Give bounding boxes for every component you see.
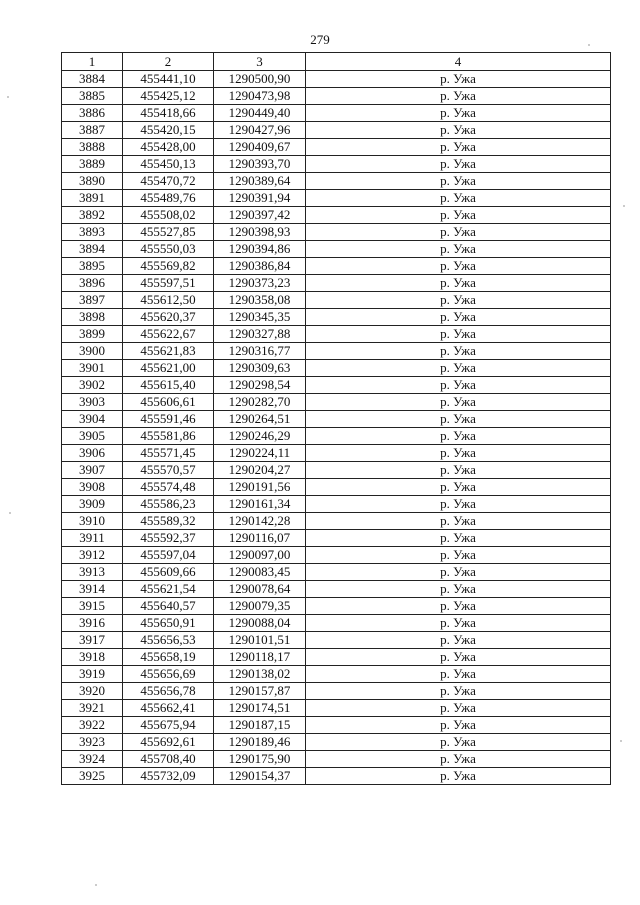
table-row: [62, 564, 611, 581]
cell-point-number: 3886: [62, 105, 123, 122]
cell-point-number: 3916: [62, 615, 123, 632]
cell-description: р. Ужа: [306, 309, 611, 326]
cell-y-coordinate: 1290204,27: [214, 462, 306, 479]
cell-x-coordinate: 455621,83: [123, 343, 214, 360]
cell-y-coordinate: 1290309,63: [214, 360, 306, 377]
cell-x-coordinate: 455581,86: [123, 428, 214, 445]
cell-x-coordinate: 455656,69: [123, 666, 214, 683]
cell-y-coordinate: 1290427,96: [214, 122, 306, 139]
cell-x-coordinate: 455574,48: [123, 479, 214, 496]
cell-x-coordinate: 455428,00: [123, 139, 214, 156]
table-row: [62, 394, 611, 411]
cell-x-coordinate: 455586,23: [123, 496, 214, 513]
cell-x-coordinate: 455609,66: [123, 564, 214, 581]
cell-description: р. Ужа: [306, 513, 611, 530]
cell-point-number: 3888: [62, 139, 123, 156]
cell-x-coordinate: 455732,09: [123, 768, 214, 785]
cell-x-coordinate: 455640,57: [123, 598, 214, 615]
cell-description: р. Ужа: [306, 139, 611, 156]
table-row: [62, 88, 611, 105]
cell-point-number: 3911: [62, 530, 123, 547]
cell-description: р. Ужа: [306, 190, 611, 207]
column-header-point-number: 1: [62, 53, 123, 71]
cell-description: р. Ужа: [306, 224, 611, 241]
cell-description: р. Ужа: [306, 615, 611, 632]
table-row: [62, 207, 611, 224]
cell-description: р. Ужа: [306, 173, 611, 190]
cell-point-number: 3914: [62, 581, 123, 598]
table-row: [62, 190, 611, 207]
table-row: [62, 122, 611, 139]
cell-y-coordinate: 1290154,37: [214, 768, 306, 785]
cell-point-number: 3894: [62, 241, 123, 258]
cell-point-number: 3884: [62, 71, 123, 88]
table-row: [62, 275, 611, 292]
cell-y-coordinate: 1290224,11: [214, 445, 306, 462]
table-row: [62, 428, 611, 445]
cell-y-coordinate: 1290079,35: [214, 598, 306, 615]
table-row: [62, 139, 611, 156]
cell-x-coordinate: 455656,53: [123, 632, 214, 649]
cell-point-number: 3885: [62, 88, 123, 105]
table-row: [62, 343, 611, 360]
cell-y-coordinate: 1290161,34: [214, 496, 306, 513]
table-row: [62, 649, 611, 666]
cell-x-coordinate: 455708,40: [123, 751, 214, 768]
table-row: [62, 683, 611, 700]
cell-y-coordinate: 1290393,70: [214, 156, 306, 173]
cell-y-coordinate: 1290373,23: [214, 275, 306, 292]
cell-description: р. Ужа: [306, 88, 611, 105]
cell-description: р. Ужа: [306, 445, 611, 462]
column-header-y-coordinate: 3: [214, 53, 306, 71]
scan-speck: [7, 96, 9, 98]
table-row: [62, 224, 611, 241]
cell-x-coordinate: 455418,66: [123, 105, 214, 122]
cell-x-coordinate: 455589,32: [123, 513, 214, 530]
cell-point-number: 3904: [62, 411, 123, 428]
cell-y-coordinate: 1290264,51: [214, 411, 306, 428]
cell-description: р. Ужа: [306, 768, 611, 785]
table-row: [62, 717, 611, 734]
cell-description: р. Ужа: [306, 598, 611, 615]
cell-y-coordinate: 1290157,87: [214, 683, 306, 700]
cell-description: р. Ужа: [306, 411, 611, 428]
cell-description: р. Ужа: [306, 207, 611, 224]
cell-description: р. Ужа: [306, 581, 611, 598]
cell-description: р. Ужа: [306, 717, 611, 734]
cell-point-number: 3912: [62, 547, 123, 564]
cell-point-number: 3901: [62, 360, 123, 377]
cell-x-coordinate: 455622,67: [123, 326, 214, 343]
cell-y-coordinate: 1290473,98: [214, 88, 306, 105]
cell-point-number: 3898: [62, 309, 123, 326]
table-row: [62, 479, 611, 496]
cell-y-coordinate: 1290345,35: [214, 309, 306, 326]
cell-y-coordinate: 1290389,64: [214, 173, 306, 190]
cell-x-coordinate: 455489,76: [123, 190, 214, 207]
cell-description: р. Ужа: [306, 241, 611, 258]
cell-x-coordinate: 455420,15: [123, 122, 214, 139]
cell-x-coordinate: 455425,12: [123, 88, 214, 105]
cell-x-coordinate: 455470,72: [123, 173, 214, 190]
cell-y-coordinate: 1290246,29: [214, 428, 306, 445]
cell-description: р. Ужа: [306, 377, 611, 394]
cell-x-coordinate: 455621,54: [123, 581, 214, 598]
cell-description: р. Ужа: [306, 751, 611, 768]
cell-y-coordinate: 1290397,42: [214, 207, 306, 224]
cell-y-coordinate: 1290386,84: [214, 258, 306, 275]
cell-y-coordinate: 1290358,08: [214, 292, 306, 309]
coordinates-table: [61, 52, 611, 785]
cell-point-number: 3910: [62, 513, 123, 530]
cell-y-coordinate: 1290138,02: [214, 666, 306, 683]
table-row: [62, 615, 611, 632]
cell-x-coordinate: 455620,37: [123, 309, 214, 326]
cell-point-number: 3905: [62, 428, 123, 445]
cell-description: р. Ужа: [306, 326, 611, 343]
cell-point-number: 3917: [62, 632, 123, 649]
cell-x-coordinate: 455615,40: [123, 377, 214, 394]
cell-description: р. Ужа: [306, 71, 611, 88]
table-row: [62, 751, 611, 768]
cell-x-coordinate: 455662,41: [123, 700, 214, 717]
cell-y-coordinate: 1290327,88: [214, 326, 306, 343]
cell-x-coordinate: 455527,85: [123, 224, 214, 241]
cell-point-number: 3889: [62, 156, 123, 173]
table-body: [62, 71, 611, 785]
cell-description: р. Ужа: [306, 105, 611, 122]
table-row: [62, 700, 611, 717]
cell-point-number: 3907: [62, 462, 123, 479]
cell-point-number: 3891: [62, 190, 123, 207]
cell-y-coordinate: 1290189,46: [214, 734, 306, 751]
table-row: [62, 71, 611, 88]
cell-description: р. Ужа: [306, 649, 611, 666]
table-row: [62, 445, 611, 462]
cell-x-coordinate: 455621,00: [123, 360, 214, 377]
cell-point-number: 3902: [62, 377, 123, 394]
cell-y-coordinate: 1290394,86: [214, 241, 306, 258]
cell-point-number: 3915: [62, 598, 123, 615]
table-row: [62, 105, 611, 122]
table-row: [62, 530, 611, 547]
cell-x-coordinate: 455658,19: [123, 649, 214, 666]
cell-y-coordinate: 1290078,64: [214, 581, 306, 598]
cell-y-coordinate: 1290191,56: [214, 479, 306, 496]
cell-x-coordinate: 455597,51: [123, 275, 214, 292]
cell-description: р. Ужа: [306, 122, 611, 139]
cell-y-coordinate: 1290500,90: [214, 71, 306, 88]
cell-x-coordinate: 455597,04: [123, 547, 214, 564]
table-row: [62, 666, 611, 683]
cell-point-number: 3919: [62, 666, 123, 683]
column-header-description: 4: [306, 53, 611, 71]
column-header-x-coordinate: 2: [123, 53, 214, 71]
cell-description: р. Ужа: [306, 428, 611, 445]
table-row: [62, 156, 611, 173]
cell-y-coordinate: 1290118,17: [214, 649, 306, 666]
cell-y-coordinate: 1290142,28: [214, 513, 306, 530]
table-row: [62, 360, 611, 377]
cell-description: р. Ужа: [306, 343, 611, 360]
cell-x-coordinate: 455550,03: [123, 241, 214, 258]
cell-y-coordinate: 1290101,51: [214, 632, 306, 649]
cell-point-number: 3887: [62, 122, 123, 139]
cell-description: р. Ужа: [306, 275, 611, 292]
cell-y-coordinate: 1290187,15: [214, 717, 306, 734]
page-number: 279: [310, 32, 330, 47]
table-row: [62, 326, 611, 343]
cell-description: р. Ужа: [306, 683, 611, 700]
cell-point-number: 3920: [62, 683, 123, 700]
cell-point-number: 3913: [62, 564, 123, 581]
table-row: [62, 513, 611, 530]
cell-x-coordinate: 455592,37: [123, 530, 214, 547]
table-row: [62, 241, 611, 258]
table-row: [62, 292, 611, 309]
cell-point-number: 3906: [62, 445, 123, 462]
cell-x-coordinate: 455441,10: [123, 71, 214, 88]
cell-y-coordinate: 1290298,54: [214, 377, 306, 394]
cell-y-coordinate: 1290316,77: [214, 343, 306, 360]
cell-x-coordinate: 455656,78: [123, 683, 214, 700]
cell-description: р. Ужа: [306, 700, 611, 717]
table-row: [62, 462, 611, 479]
table-row: [62, 547, 611, 564]
table-row: [62, 632, 611, 649]
cell-point-number: 3899: [62, 326, 123, 343]
cell-x-coordinate: 455571,45: [123, 445, 214, 462]
scan-speck: [588, 44, 590, 46]
cell-description: р. Ужа: [306, 360, 611, 377]
cell-x-coordinate: 455569,82: [123, 258, 214, 275]
cell-x-coordinate: 455606,61: [123, 394, 214, 411]
cell-point-number: 3924: [62, 751, 123, 768]
cell-y-coordinate: 1290449,40: [214, 105, 306, 122]
table-row: [62, 598, 611, 615]
cell-x-coordinate: 455570,57: [123, 462, 214, 479]
cell-point-number: 3897: [62, 292, 123, 309]
table-row: [62, 258, 611, 275]
cell-description: р. Ужа: [306, 292, 611, 309]
cell-point-number: 3896: [62, 275, 123, 292]
cell-x-coordinate: 455650,91: [123, 615, 214, 632]
table-row: [62, 411, 611, 428]
table-row: [62, 496, 611, 513]
table-row: [62, 173, 611, 190]
cell-x-coordinate: 455508,02: [123, 207, 214, 224]
cell-y-coordinate: 1290282,70: [214, 394, 306, 411]
cell-point-number: 3895: [62, 258, 123, 275]
cell-description: р. Ужа: [306, 530, 611, 547]
cell-point-number: 3918: [62, 649, 123, 666]
cell-point-number: 3908: [62, 479, 123, 496]
cell-y-coordinate: 1290391,94: [214, 190, 306, 207]
cell-y-coordinate: 1290116,07: [214, 530, 306, 547]
cell-y-coordinate: 1290083,45: [214, 564, 306, 581]
cell-y-coordinate: 1290088,04: [214, 615, 306, 632]
scan-speck: [623, 205, 625, 207]
cell-point-number: 3921: [62, 700, 123, 717]
cell-x-coordinate: 455692,61: [123, 734, 214, 751]
cell-point-number: 3893: [62, 224, 123, 241]
table-row: [62, 377, 611, 394]
cell-description: р. Ужа: [306, 156, 611, 173]
cell-point-number: 3890: [62, 173, 123, 190]
table-header-row: [62, 53, 611, 71]
table-row: [62, 581, 611, 598]
scan-speck: [620, 740, 622, 742]
cell-point-number: 3922: [62, 717, 123, 734]
cell-description: р. Ужа: [306, 258, 611, 275]
cell-y-coordinate: 1290409,67: [214, 139, 306, 156]
cell-x-coordinate: 455591,46: [123, 411, 214, 428]
scan-speck: [95, 884, 97, 886]
cell-description: р. Ужа: [306, 479, 611, 496]
cell-description: р. Ужа: [306, 632, 611, 649]
table-row: [62, 734, 611, 751]
cell-y-coordinate: 1290097,00: [214, 547, 306, 564]
cell-description: р. Ужа: [306, 734, 611, 751]
cell-point-number: 3923: [62, 734, 123, 751]
cell-description: р. Ужа: [306, 547, 611, 564]
cell-y-coordinate: 1290174,51: [214, 700, 306, 717]
cell-description: р. Ужа: [306, 394, 611, 411]
cell-description: р. Ужа: [306, 564, 611, 581]
cell-x-coordinate: 455450,13: [123, 156, 214, 173]
cell-description: р. Ужа: [306, 462, 611, 479]
cell-description: р. Ужа: [306, 496, 611, 513]
cell-x-coordinate: 455612,50: [123, 292, 214, 309]
cell-point-number: 3909: [62, 496, 123, 513]
table-row: [62, 309, 611, 326]
cell-x-coordinate: 455675,94: [123, 717, 214, 734]
cell-y-coordinate: 1290398,93: [214, 224, 306, 241]
cell-point-number: 3900: [62, 343, 123, 360]
cell-point-number: 3925: [62, 768, 123, 785]
cell-y-coordinate: 1290175,90: [214, 751, 306, 768]
table-row: [62, 768, 611, 785]
scan-speck: [9, 512, 11, 514]
cell-point-number: 3892: [62, 207, 123, 224]
cell-description: р. Ужа: [306, 666, 611, 683]
cell-point-number: 3903: [62, 394, 123, 411]
